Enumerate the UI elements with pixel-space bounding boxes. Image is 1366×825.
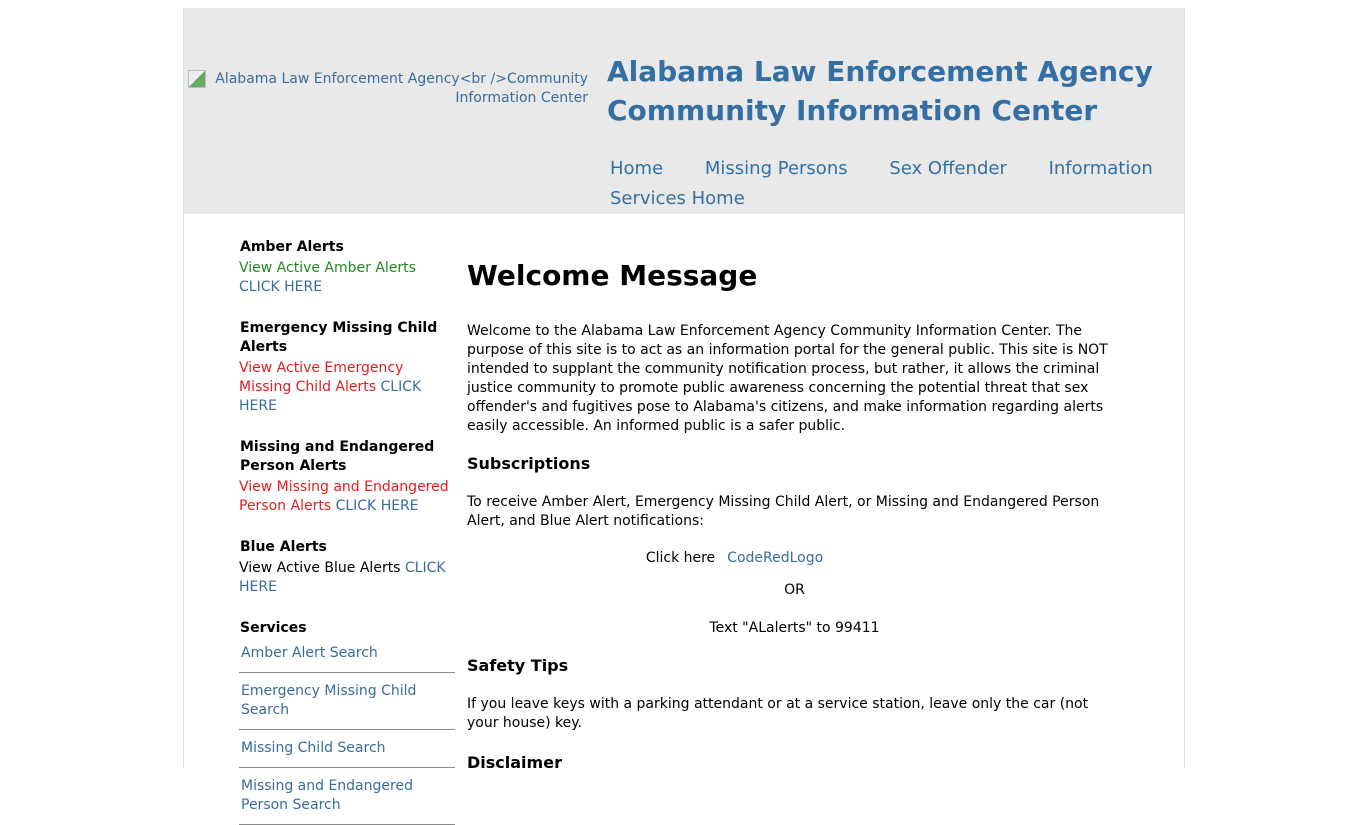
main-nav — [610, 154, 1170, 214]
page — [183, 8, 1185, 813]
nav-home[interactable]: Home — [610, 158, 664, 179]
emc-heading: Emergency Missing Child Alerts — [240, 320, 438, 355]
nav-information-services[interactable]: Information Services Home — [610, 158, 1153, 209]
title-line1: Alabama Law Enforcement Agency — [607, 55, 1153, 88]
site-title — [607, 52, 1153, 130]
sidebar — [239, 238, 455, 825]
services-list — [239, 640, 455, 825]
codered-logo-link[interactable]: CodeRedLogo — [727, 550, 824, 566]
amber-text: View Active Amber Alerts — [239, 260, 416, 276]
services-heading: Services — [240, 620, 307, 636]
broken-image-icon — [188, 70, 206, 88]
blue-text: View Active Blue Alerts — [239, 560, 401, 576]
blue-block — [239, 538, 455, 597]
emc-block — [239, 319, 455, 416]
amber-link[interactable]: CLICK HERE — [239, 279, 323, 295]
welcome-text: Welcome to the Alabama Law Enforcement Agency Community Information Center. The purpose of this site is to act as an information portal for the general public. This site is NOT intended to supplant the community notification process, but rather, it allows the criminal justice community to promote public awareness concerning the potential threat that sex offender's and fugitives pose to Alabama's citizens, and make information regarding alerts easily accessible. An informed public is a safer public. — [467, 323, 1108, 434]
mep-text: View Missing and Endangered Person Alerts — [239, 479, 449, 514]
title-line2: Community Information Center — [607, 94, 1098, 127]
amber-heading: Amber Alerts — [240, 239, 344, 255]
emc-text: View Active Emergency Missing Child Alerts — [239, 360, 404, 395]
service-missing-child-search[interactable]: Missing Child Search — [239, 730, 455, 768]
nav-sex-offender[interactable]: Sex Offender — [889, 158, 1007, 179]
mep-block — [239, 438, 455, 516]
safety-heading: Safety Tips — [467, 656, 569, 675]
page-title: Welcome Message — [467, 259, 758, 292]
service-mep-search[interactable]: Missing and Endangered Person Search — [239, 768, 455, 825]
logo-alt-text: Alabama Law Enforcement Agency<br />Community Information Center — [215, 71, 588, 106]
mep-heading: Missing and Endangered Person Alerts — [240, 439, 435, 474]
main-content — [467, 258, 1122, 792]
amber-block — [239, 238, 455, 297]
blue-heading: Blue Alerts — [240, 539, 327, 555]
subscriptions-text: To receive Amber Alert, Emergency Missing Child Alert, or Missing and Endangered Person Alert, and Blue Alert notifications: — [467, 494, 1100, 529]
emc-link[interactable]: CLICK HERE — [239, 379, 422, 414]
blue-link[interactable]: CLICK HERE — [239, 560, 446, 595]
codered-row — [467, 549, 1002, 568]
services-block — [239, 619, 455, 825]
nav-missing-persons[interactable]: Missing Persons — [704, 158, 848, 179]
safety-text: If you leave keys with a parking attendant or at a service station, leave only the car (not your house) key. — [467, 696, 1089, 731]
header — [184, 8, 1184, 214]
logo-link[interactable] — [188, 70, 588, 108]
or-text: OR — [784, 582, 805, 598]
subscriptions-heading: Subscriptions — [467, 454, 591, 473]
mep-link[interactable]: CLICK HERE — [335, 498, 419, 514]
service-amber-search[interactable]: Amber Alert Search — [239, 640, 455, 673]
text-alerts: Text "ALalerts" to 99411 — [709, 620, 880, 636]
service-emc-search[interactable]: Emergency Missing Child Search — [239, 673, 455, 730]
click-here-text: Click here — [645, 550, 716, 566]
disclaimer-heading: Disclaimer — [467, 753, 562, 772]
